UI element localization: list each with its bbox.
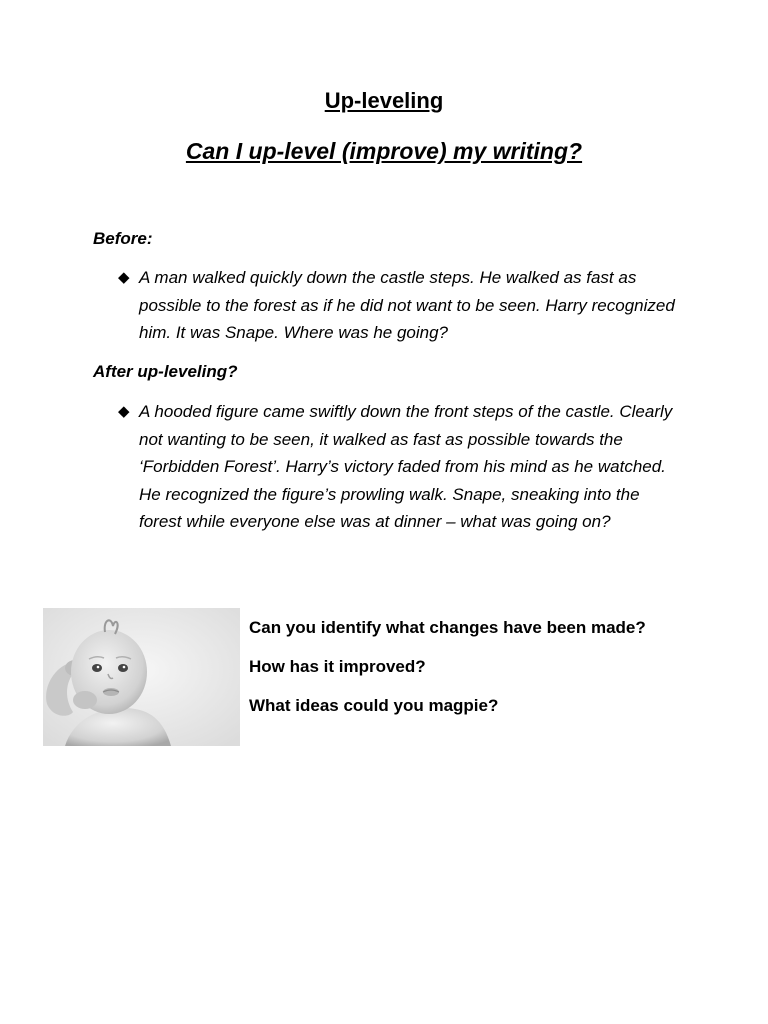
after-passage: [118, 398, 678, 536]
thinking-baby-photo: [43, 608, 240, 746]
baby-illustration: [43, 608, 240, 746]
before-passage: [118, 264, 678, 347]
question-magpie: What ideas could you magpie?: [249, 696, 499, 715]
after-passage-text: A hooded figure came swiftly down the front steps of the castle. Clearly not wanting to be seen, it walked as fast as possible towards the ‘Forbidden Forest’. Harry’s victory faded from his mind as he watched. He recognized the figure’s prowling walk. Snape, sneaking into the forest while everyone else was at dinner – what was going on?: [139, 402, 673, 531]
page-title: Up-leveling: [324, 88, 444, 113]
diamond-bullet-icon: ◆: [118, 269, 130, 286]
page-subtitle: Can I up-level (improve) my writing?: [185, 138, 583, 164]
diamond-bullet-icon: ◆: [118, 403, 130, 420]
before-label: Before:: [93, 229, 153, 248]
question-changes: Can you identify what changes have been made?: [249, 618, 646, 637]
before-passage-text: A man walked quickly down the castle steps. He walked as fast as possible to the forest as if he did not want to be seen. Harry recognized him. It was Snape. Where was he going?: [139, 268, 675, 342]
after-label: After up-leveling?: [93, 362, 238, 381]
question-improved: How has it improved?: [249, 657, 426, 676]
